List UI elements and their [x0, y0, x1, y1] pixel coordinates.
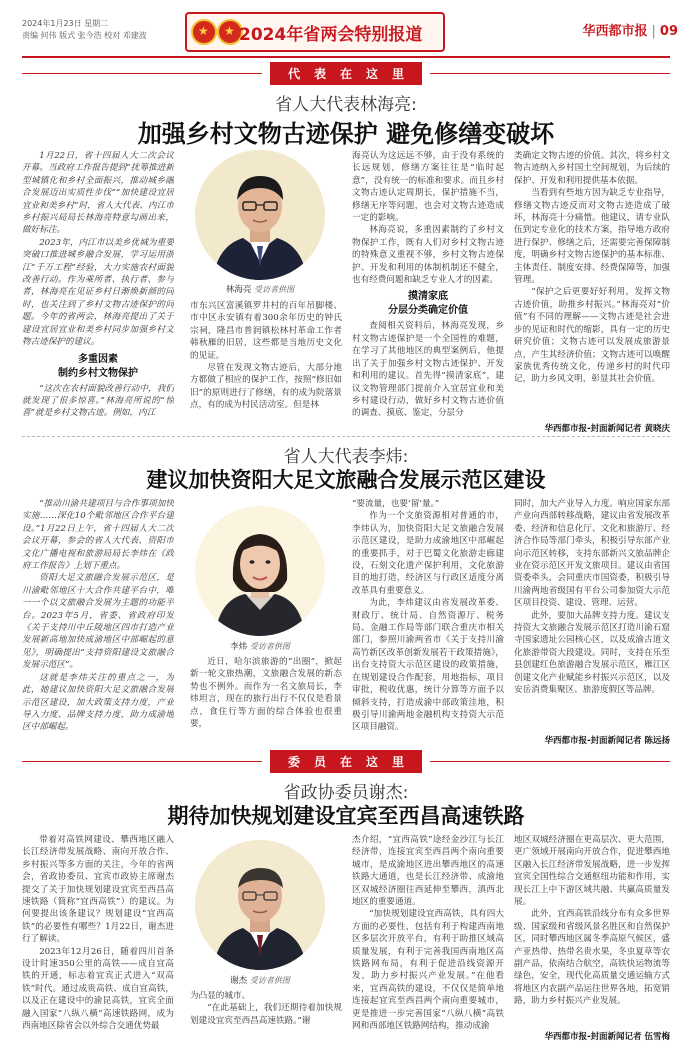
- masthead: 华西都市报 | 09: [582, 24, 678, 39]
- paragraph: “推动川渝共建项目与合作事项加快实施……深化10个毗邻地区合作平台建设。”1月22日上午，省十四届人大二次会议开幕，参会的省人大代表、资阳市文化广播电视和旅游局局长李炜在《政府工作报告》上划下重点。: [22, 499, 174, 572]
- section-tag-deputies: [22, 62, 670, 84]
- article1-column-2: [190, 300, 342, 428]
- article-divider: [22, 436, 670, 437]
- article1-column-3: [352, 150, 504, 430]
- article3-column-1: [22, 834, 174, 1040]
- article1-photo-caption: [195, 283, 325, 295]
- article1-subtitle: 省人大代表林海亮:: [275, 95, 417, 115]
- paragraph: 同时，加大产业导入力度。响应国家东部产业向西部转移战略，建议由省发展改革委、经济和信息化厅、文化和旅游厅、经济合作局等部门牵头，积极引导东部产业向示范区转移，支持东部新兴文旅品牌企业在资示范区开发文旅项目。建议由省国资委牵头，会同重庆市国资委，积极引导川渝两地省级国有平台公司参加资大示范区项目投资、建设、管理、运营。: [514, 499, 670, 609]
- article1-crosshead-1: 多重因素 制约乡村文物保护: [58, 353, 138, 379]
- article3-column-4: [514, 834, 670, 1026]
- article2-photo-caption: [195, 640, 325, 652]
- staff-credits: 责编 何伟 版式 张今浩 校对 邓建波: [22, 31, 147, 40]
- article2-column-4: [514, 498, 670, 730]
- paper-name: 华西都市报: [582, 24, 648, 39]
- paragraph: 林海亮说，多重因素制约了乡村文物保护工作，既有人们对乡村文物古迹的特殊意义重视不够，乡村文物古迹保护、开发和利用的体制机制还不健全，也有经费问题和缺乏专业人才的因素。: [352, 225, 504, 286]
- paragraph: 近日，哈尔滨旅游的“出圈”，掀起新一轮文旅热潮，文旅融合发展的新态势也不例外。而作为一名文旅局长，李炜坦言，现在的旅行出行不仅仅是看景点，食住行等方面的综合体验也很重要，: [190, 657, 342, 730]
- paragraph: 查阅相关资料后，林海亮发现，乡村文物古迹保护是一个全国性的难题，在学习了其他地区的典型案例后，他提出了关于加强乡村文物古迹保护、开发和利用的建议。首先得“摸清家底”，建议文物管理部门提前介入宜居宜业和美乡村建设行动，做好乡村文物古迹价值的调查、摸底、鉴定，分层分: [352, 321, 504, 419]
- paragraph: 2023年12月26日，随着四川首条设计时速350公里的高铁——成自宜高铁的开通，标志着宜宾正式进入“双高铁”时代。通过成贵高铁、成自宜高铁，以及正在建设中的渝昆高铁，宜宾全面融入国家“八纵八横”高速铁路网，成为西南地区除省会以外综合交通优势最: [22, 946, 174, 1032]
- paragraph: 此外，要加大品牌支持力度。建议支持资大文旅融合发展示范区打造川渝石窟寺国家遗址公园核心区，以及成渝古道文化旅游带资大段建设。同时，支持在乐至县创建红色旅游融合发展示范区，雁江区创建文化产业赋能乡村振兴示范区，以及安岳消费集聚区、旅游度假区等品牌。: [514, 610, 670, 696]
- article2-column-1: [22, 498, 174, 742]
- article2-column-2: [190, 656, 342, 742]
- paragraph: 此外，宜西高铁沿线分布有众多世界级、国家级和省级风景名胜区和自然保护区，同时攀西地区属冬季高原气候区，盛产亚热带、热带名贵水果，冬虫夏草等农副产品，依南结合航空，高铁快运物流等绿色，安全，现代化高质量交通运输方式将地区内农副产品运往世界各地，拓宽销路，助力乡村振兴产业发展。: [514, 909, 670, 1007]
- article2-title: 建议加快资阳大足文旅融合发展示范区建设: [146, 468, 546, 492]
- article3-column-2: [190, 990, 342, 1040]
- article2-column-3: [352, 498, 504, 742]
- article2-byline: 华西都市报-封面新闻记者 陈远扬: [544, 736, 670, 746]
- paragraph: 资阳大足文旅融合发展示范区，是川渝毗邻地区十大合作共建平台中，唯一一个以文旅融合发展为主题的功能平台。2023年5月，省委、省政府印发《关于支持川中丘陵地区四市打造产业发展新高地加快成渝地区中部崛起的意见》，明确提出“支持资阳建设文旅融合发展示范区”。: [22, 573, 174, 671]
- photo-caption-name: 李炜: [230, 642, 248, 652]
- special-report-banner: [185, 12, 445, 52]
- paragraph: “保护之后更要好好利用，发挥文物古迹价值，助推乡村振兴。”林海亮对“价值”有不同的理解——文物古迹是社会进步的见证和时代的缩影，具有一定的历史研究价值；文物古迹可以发展成旅游景点，产生其经济价值；文物古迹可以唤醒家族优秀传统文化，传递乡村的时代印记，助力乡风文明，彰显其社会价值。: [514, 287, 670, 385]
- issue-date: 2024年1月23日 星期二: [22, 19, 109, 28]
- paragraph: 类确定文物古迹的价值。其次，将乡村文物古迹纳入乡村国土空间规划，为后续的保护、开发和利用提供基本依据。: [514, 151, 670, 186]
- paragraph: 为凸显的城市。: [190, 991, 251, 1001]
- paragraph: “在此基础上，我们还期待着加快规划建设宜宾至西昌高速铁路。”谢: [190, 1003, 342, 1026]
- page-number: 09: [659, 24, 678, 39]
- article1-column-1: [22, 150, 174, 430]
- article3-column-3: [352, 834, 504, 1040]
- paragraph: 为此，李炜建议由省发展改革委、财政厅、统计局、自然资源厅、税务局、金融工作局等部门联合重庆市相关部门，参照川渝两省市《关于支持川渝高竹新区改革创新发展若干政策措施》，出台支持资大示范区建设的政策措施，在规划建设合作配套，用地指标，项目审批，税收优惠，统计分算等方面予以倾斜支持，打造成渝中部政策洼地，积极引导川渝两地金融机构支持资大示范区项目融资。: [352, 598, 504, 733]
- paragraph: 带着对高铁网建设、攀西地区融入长江经济带发展战略、南向开放合作、乡村振兴等多方面的关注，今年的省两会，省政协委员、宜宾市政协主席谢杰提交了关于加快规划建设宜宾至西昌高速铁路（简称“宜西高铁”）的建议。为何要提出该条建议？规划建设“宜西高铁”的必要性有哪些？1月22日，谢杰进行了解读。: [22, 835, 174, 945]
- paragraph: 海亮认为这远远不够，由于没有系统的长远规划，修缮方案往往是“临时起意”，没有统一的标准和要求。而且乡村文物古迹认定周期长，保护措施不当，修缮无序等问题，也会对文物古迹造成一定的影响。: [352, 151, 504, 224]
- paragraph: “加快规划建设宜西高铁，具有四大方面的必要性，包括有利于构建西南地区多层次开放平台，有利于助推区域高质量发展，有利于完善我国西南地区高铁路网布局，有利于促进沿线资源开发，助力乡村振兴产业发展。”在他看来，宜西高铁的建设，不仅仅是简单地连接起宜宾至西昌两个南向重要城市，更是推进一步完善国家“八纵八横”高铁网和西部地区铁路网结构，推动成渝: [352, 909, 504, 1032]
- paragraph: 作为一个文旅资源相对普通的市，李炜认为，加快资阳大足文旅融合发展示范区建设，是助力成渝地区中部崛起的重要抓手，对于巴蜀文化旅游走廊建设，石刻文化遗产保护利用，文化旅游目的地打造，经济区与行政区适度分离改革具有重要意义。: [352, 511, 504, 596]
- photo-caption-credit: 受访者供图: [249, 976, 290, 985]
- article3-photo-caption: [195, 974, 325, 986]
- header-rule: [22, 56, 670, 58]
- paragraph: 当看到有些地方因为缺乏专业指导，修缮文物古迹反而对文物古迹造成了破坏，林海亮十分痛惜。他建议，请专业队伍到定专业化的技术方案，指导地方政府进行保护、修缮之后，还需要完善保障制度，明确乡村文物古迹保护的基本标准、主体责任、制度安排、经费保障等，加强管理。: [514, 188, 670, 286]
- banner-title: 2024年省两会特别报道: [239, 25, 423, 45]
- portrait-xie-jie: [195, 840, 325, 970]
- paragraph: 杰介绍，“宜西高铁”途经金沙江与长江经济带，连接宜宾至西昌两个南向重要城市，是成渝地区进出攀西地区的高速铁路大通道，也是长江经济带、成渝地区双城经济圈往西延伸至攀西，滇西北地区的重要通道。: [352, 835, 504, 908]
- paragraph: “这次在农村面貌改善行动中，我们就发现了很多惊喜。”林海亮所说的“惊喜”就是乡村文物古迹。例如，内江: [22, 383, 174, 419]
- article1-byline: 华西都市报-封面新闻记者 黄晓庆: [544, 424, 670, 434]
- paragraph: 这就是李炜关注的重点之一，为此，她建议加快资阳大足文旅融合发展示范区建设，加大政策支持力度，产业导入力度、品牌支持力度，助力成渝地区中部崛起。: [22, 672, 174, 733]
- paragraph: “要流量，也要‘留’量。”: [352, 499, 440, 509]
- article1-column-4: [514, 150, 670, 420]
- section-tag-members: [22, 750, 670, 772]
- article3-title: 期待加快规划建设宜宾至西昌高速铁路: [167, 804, 525, 828]
- section-tag-label: 代表在这里: [270, 62, 422, 85]
- paragraph: 地区双城经济圈在更高层次、更大范围，更广领域开展南向开放合作，促进攀西地区融入长江经济带发展战略，进一步发挥宜宾全国性综合交通枢纽功能和作用，实现长江上中下游区域共融、共赢高质量发展。: [514, 835, 670, 908]
- photo-caption-name: 林海亮: [225, 285, 252, 295]
- cppcc-emblem-icon: ★: [217, 19, 243, 45]
- portrait-li-wei: [195, 506, 325, 636]
- article1-crosshead-2: 摸清家底 分层分类确定价值: [388, 291, 468, 317]
- photo-caption-credit: 受访者供图: [249, 642, 290, 651]
- portrait-lin-hailiang: [195, 150, 325, 280]
- article1-title: 加强乡村文物古迹保护 避免修缮变破坏: [137, 120, 555, 148]
- photo-caption-credit: 受访者供图: [254, 285, 295, 294]
- paragraph: 尽管在发现文物古迹后，大部分地方都做了相应的保护工作，按照“修旧如旧”的原则进行了修缮，有的成为院落景点，有的成为村民活动室。但是林: [190, 363, 342, 411]
- paragraph: 2023年，内江市以美乡优城为重要突破口推进城乡融合发展，学习运用浙江“千万工程”经验，大力实施农村面貌改善行动。作为乘所者、执行者、参与者，林海亮在见证乡村日渐焕新颜的同时，也关注到了乡村文物古迹保护的问题。今年的省两会，林海亮提出了关于建设宜居宜业和美乡村同步加强乡村文物古迹保护的建议。: [22, 237, 174, 348]
- article2-subtitle: 省人大代表李炜:: [283, 447, 409, 467]
- photo-caption-name: 谢杰: [230, 976, 248, 986]
- paragraph: 1月22日，省十四届人大二次会议开幕。当政府工作报告提到“扰筹推进新型城镇化和乡村全面振兴，推动城乡融合发展迈出实质性步伐”“加快建设宜居宜业和美乡村”时，省人大代表、内江市乡村振兴局局长林海亮特意勾画出来，做好标注。: [22, 151, 174, 236]
- paragraph: 市东兴区富溪镇罗井村的百年吊脚楼、市中区永安镇有着300余年历史的钟氏宗祠，隆昌市普润镇松林村革命工作者韩秋雁的旧居，这些都是当地历史文化的见证。: [190, 301, 342, 361]
- article3-subtitle: 省政协委员谢杰:: [283, 783, 409, 803]
- article3-byline: 华西都市报-封面新闻记者 伍雪梅: [544, 1032, 670, 1042]
- national-emblem-icon: ★: [191, 19, 217, 45]
- section-tag-label: 委员在这里: [270, 750, 422, 773]
